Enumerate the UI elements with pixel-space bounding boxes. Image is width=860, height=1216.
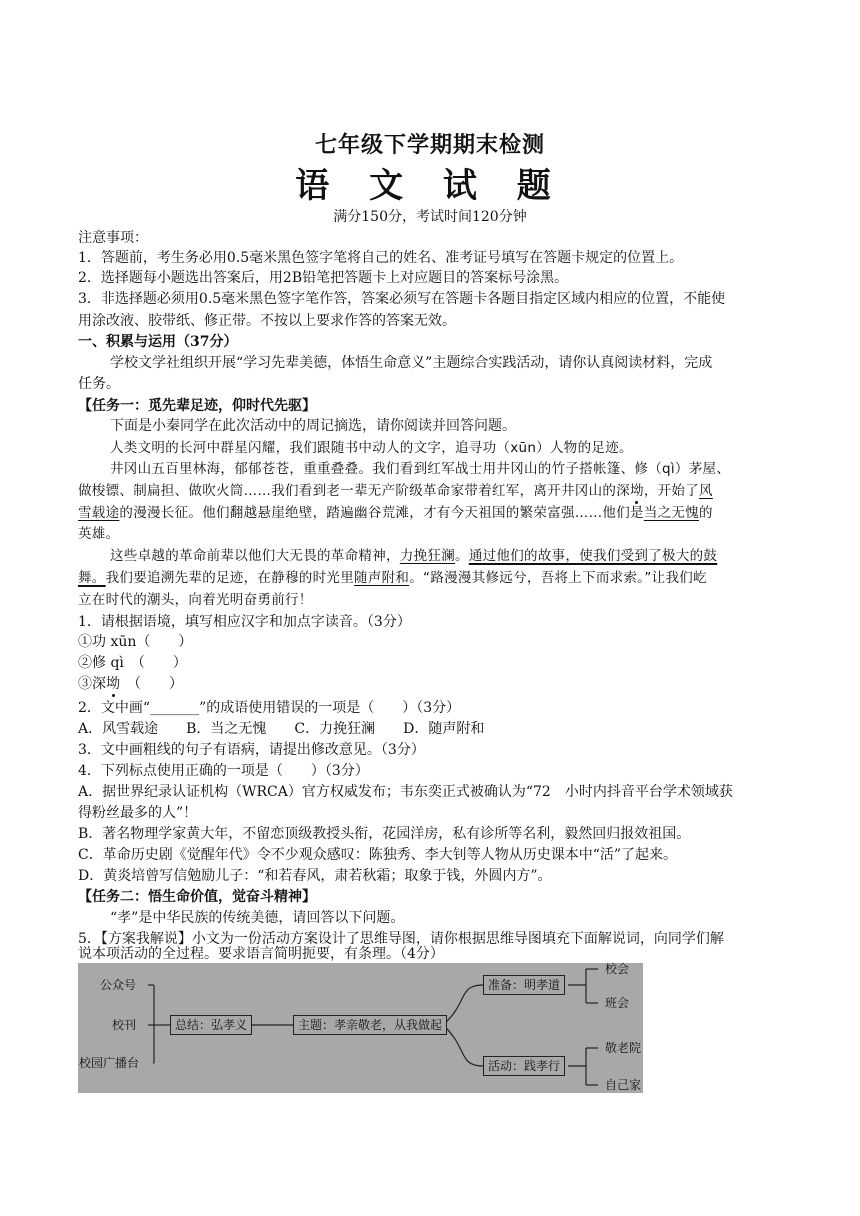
question-text: ③深 bbox=[78, 676, 106, 692]
exam-grade-title: 七年级下学期期末检测 bbox=[314, 132, 545, 158]
notes-heading: 注意事项： bbox=[78, 230, 148, 246]
task-intro: “孝”是中华民族的传统美德，请回答以下问题。 bbox=[110, 910, 405, 926]
passage-line bbox=[78, 481, 713, 501]
mind-map-theme-node: 主题：孝亲敬老，从我做起 bbox=[293, 1015, 447, 1035]
question-1-b: ②修 qì （ ） bbox=[78, 655, 187, 671]
mind-map-leaf: 校会 bbox=[605, 962, 630, 976]
question-5: 5．【方案我解说】小文为一份活动方案设计了思维导图，请你根据思维导图填充下面解说词，向同学们解 bbox=[78, 931, 724, 947]
dotted-char: 坳 bbox=[630, 483, 644, 499]
question-2: 2．文中画“_______”的成语使用错误的一项是（ ）（3分） bbox=[78, 700, 461, 716]
passage-line: 立在时代的潮头，向着光明奋勇前行！ bbox=[78, 592, 313, 608]
mind-map-activity-node: 活动：践孝行 bbox=[483, 1056, 565, 1076]
passage-text: 我们要追溯先辈的足迹，在静穆的时光里 bbox=[105, 570, 355, 586]
passage-line: 井冈山五百里林海，郁郁苍苍，重重叠叠。我们看到红军战士用井冈山的竹子搭帐篷、修（qì）茅屋、 bbox=[110, 461, 731, 477]
underlined-idiom: 风 bbox=[699, 483, 713, 499]
mind-map-leaf: 班会 bbox=[605, 996, 630, 1010]
passage-text: 做梭镖、制扁担、做吹火筒……我们看到老一辈无产阶级革命家带着红军，离开井冈山的深 bbox=[78, 483, 630, 499]
passage-text: 这些卓越的革命前辈以他们大无畏的革命精神， bbox=[110, 548, 400, 564]
note-item: 3．非选择题必须用0.5毫米黑色签字笔作答，答案必须写在答题卡各题目指定区域内相应的位置，不能使 bbox=[78, 291, 726, 307]
question-1-c bbox=[78, 674, 183, 694]
question-4-option-b: B．著名物理学家黄大年，不留恋顶级教授头衔，花园洋房，私有诊所等名利，毅然回归报效祖国。 bbox=[78, 826, 691, 842]
underlined-idiom: 雪载途 bbox=[78, 505, 120, 521]
exam-subject-title: 语 文 试 题 bbox=[295, 166, 565, 206]
section-intro: 学校文学社组织开展“学习先辈美德，体悟生命意义”主题综合实践活动，请你认真阅读材料，完成 bbox=[110, 355, 713, 371]
question-4-option-d: D．黄炎培曾写信勉励儿子：“和若春风，肃若秋霜；取象于钱，外圆内方”。 bbox=[78, 868, 552, 884]
mind-map-channel: 公众号 bbox=[100, 978, 137, 992]
passage-line: 人类文明的长河中群星闪耀，我们跟随书中动人的文字，追寻功（xūn）人物的足迹。 bbox=[110, 440, 633, 456]
dotted-char: 坳 bbox=[106, 676, 120, 692]
passage-text: 的漫漫长征。他们翻越悬崖绝壁，踏遍幽谷荒滩，才有今天祖国的繁荣富强……他们是 bbox=[119, 505, 644, 521]
question-4-option-a: A．据世界纪录认证机构（WRCA）官方权威发布；韦东奕正式被确认为“72 小时内抖音平台学术领域获 bbox=[78, 784, 733, 800]
mind-map-channel: 校刊 bbox=[112, 1018, 137, 1032]
passage-line bbox=[110, 546, 717, 566]
bold-underlined-sentence: 通过他们的故事，使我们受到了极大的鼓 bbox=[468, 548, 718, 564]
passage-text: 。 bbox=[455, 548, 469, 564]
note-item: 用涂改液、胶带纸、修正带。不按以上要求作答的答案无效。 bbox=[78, 313, 456, 329]
mind-map-leaf: 敬老院 bbox=[605, 1041, 642, 1055]
mind-map-channel: 校园广播台 bbox=[79, 1056, 140, 1070]
mind-map-summary-node: 总结：弘孝义 bbox=[170, 1015, 252, 1035]
question-1-a: ①功 xūn（ ） bbox=[78, 634, 193, 650]
underlined-idiom: 当之无愧 bbox=[643, 505, 700, 521]
section-intro-cont: 任务。 bbox=[78, 376, 120, 392]
question-1: 1．请根据语境，填写相应汉字和加点字读音。（3分） bbox=[78, 614, 411, 630]
question-4: 4．下列标点使用正确的一项是（ ）（3分） bbox=[78, 763, 369, 779]
question-5-cont: 说本项活动的全过程。要求语言简明扼要，有条理。（4分） bbox=[78, 946, 444, 962]
section-heading: 一、积累与运用（37分） bbox=[78, 334, 238, 350]
passage-text: ，开始了 bbox=[643, 483, 700, 499]
passage-line bbox=[78, 503, 713, 523]
question-4-option-c: C．革命历史剧《觉醒年代》令不少观众感叹：陈独秀、李大钊等人物从历史课本中“活”了起来。 bbox=[78, 847, 678, 863]
question-4-option-a-cont: 得粉丝最多的人”！ bbox=[78, 805, 198, 821]
bold-underlined-sentence: 舞。 bbox=[78, 570, 106, 586]
note-item: 2．选择题每小题选出答案后，用2B铅笔把答题卡上对应题目的答案标号涂黑。 bbox=[78, 270, 569, 286]
question-2-options: A．风雪载途 B．当之无愧 C．力挽狂澜 D．随声附和 bbox=[78, 721, 485, 737]
task-heading: 【任务一：觅先辈足迹，仰时代先驱】 bbox=[78, 398, 316, 414]
task-heading: 【任务二：悟生命价值，觉奋斗精神】 bbox=[78, 889, 316, 905]
exam-subtitle: 满分150分，考试时间120分钟 bbox=[333, 209, 527, 225]
mind-map-prep-node: 准备：明孝道 bbox=[483, 975, 565, 995]
underlined-idiom: 随声附和 bbox=[354, 570, 410, 586]
passage-text: 的 bbox=[699, 505, 713, 521]
underlined-idiom: 力挽狂澜 bbox=[399, 548, 456, 564]
note-item: 1．答题前，考生务必用0.5毫米黑色签字笔将自己的姓名、准考证号填写在答题卡规定的位置上。 bbox=[78, 250, 684, 266]
passage-line bbox=[78, 568, 707, 588]
question-3: 3．文中画粗线的句子有语病，请提出修改意见。（3分） bbox=[78, 742, 425, 758]
task-intro: 下面是小秦同学在此次活动中的周记摘选，请你阅读并回答问题。 bbox=[110, 418, 516, 434]
passage-line: 英雄。 bbox=[78, 526, 120, 542]
question-text: （ ） bbox=[120, 676, 183, 692]
passage-text: 。“路漫漫其修远兮，吾将上下而求索。”让我们屹 bbox=[409, 570, 707, 586]
mind-map-leaf: 自己家 bbox=[605, 1078, 642, 1092]
mind-map bbox=[78, 963, 643, 1093]
